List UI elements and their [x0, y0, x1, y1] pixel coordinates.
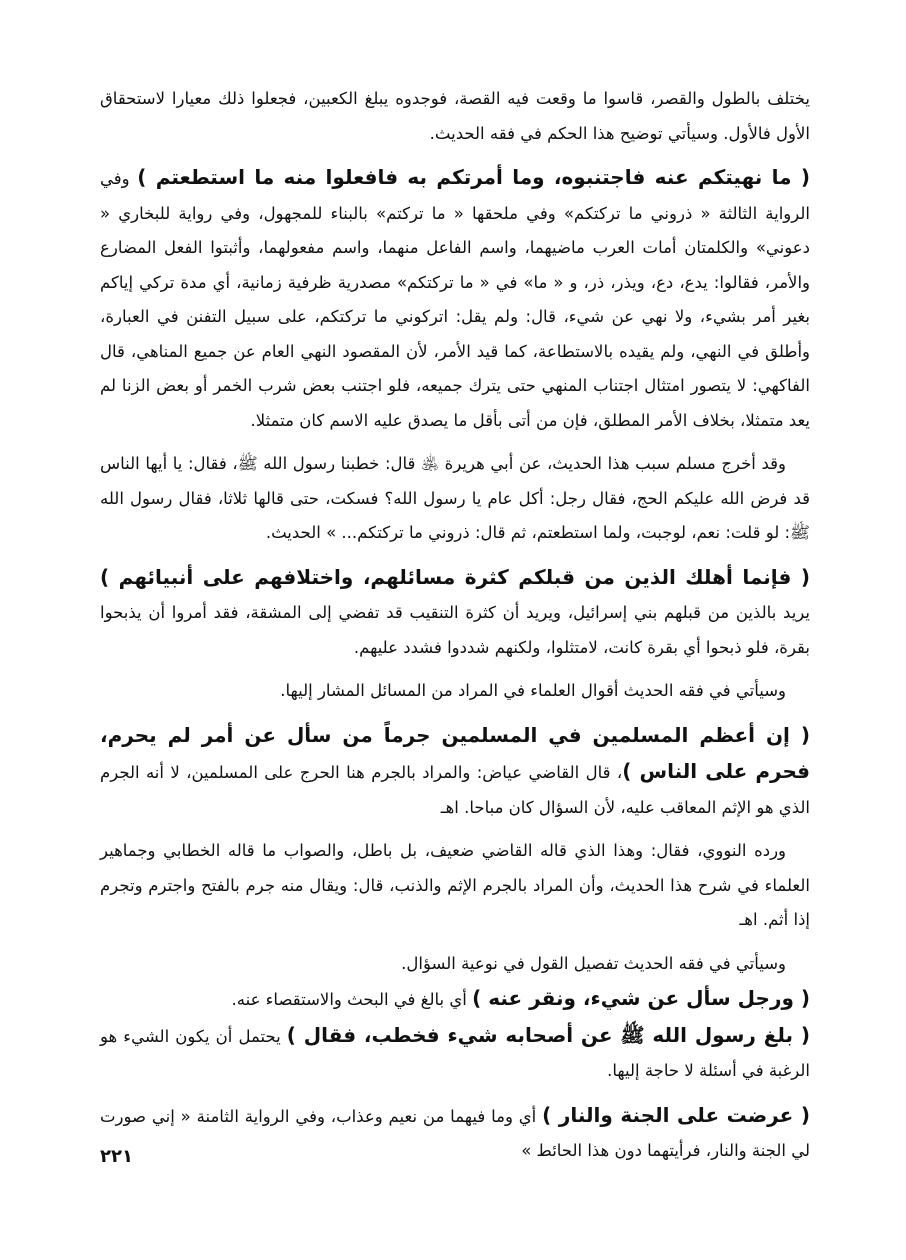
text-segment: أي بالغ في البحث والاستقصاء عنه. — [231, 990, 473, 1009]
text-segment: وقد أخرج مسلم سبب هذا الحديث، عن أبي هريرة ﵁ قال: خطبنا رسول الله ﷺ، فقال: يا أيها الناس قد فرض الله عليكم الحج، فقال رجل: أكل عام يا رسول الله؟ فسكت، حتى قالها ثلاثا، فقال رسول الله ﷺ: لو قلت: نعم، لوجبت، ولما استطعتم، ثم قال: ذروني ما تركتكم... » الحديث. — [100, 454, 810, 542]
hadith-quote: ( ورجل سأل عن شيء، ونقر عنه ) — [472, 986, 810, 1010]
hadith-quote: ( فإنما أهلك الذين من قبلكم كثرة مسائلهم، واختلافهم على أنبيائهم ) — [100, 564, 810, 589]
text-segment: وسيأتي في فقه الحديث تفصيل القول في نوعية السؤال. — [401, 953, 786, 973]
hadith-quote: ( عرضت على الجنة والنار ) — [542, 1102, 810, 1127]
paragraph-3 — [100, 447, 810, 551]
paragraph-9 — [100, 981, 810, 1018]
page-number: ٢٢١ — [100, 1146, 133, 1167]
text-segment: ورده النووي، فقال: وهذا الذي قاله القاضي ضعيف، بل باطل، والصواب ما قاله الخطابي وجماهير العلماء في شرح هذا الحديث، وأن المراد بالجرم الإثم والذنب، قال: ويقال منه جرم بالفتح واجترم وتجرم إذا أثم. اهـ — [100, 841, 810, 929]
text-segment: وسيأتي في فقه الحديث أقوال العلماء في المراد من المسائل المشار إليها. — [280, 681, 786, 700]
text-segment: يحتمل أن يكون الشيء هو الرغبة في أسئلة لا حاجة إليها. — [100, 1026, 810, 1080]
hadith-quote: ( بلغ رسول الله ﷺ عن أصحابه شيء فخطب، فقال ) — [286, 1022, 810, 1047]
paragraph-11 — [100, 1098, 810, 1169]
paragraph-5 — [100, 674, 810, 709]
paragraph-1 — [100, 82, 810, 151]
paragraph-8 — [100, 947, 810, 982]
text-segment: يختلف بالطول والقصر، قاسوا ما وقعت فيه القصة، فوجدوه يبلغ الكعبين، فجعلوا ذلك معيارا لاستحقاق الأول فالأول. وسيأتي توضيح هذا الحكم في فقه الحديث. — [100, 89, 810, 143]
document-page — [100, 82, 810, 1169]
text-segment: يريد بالذين من قبلهم بني إسرائيل، ويريد أن كثرة التنقيب قد تفضي إلى المشقة، فقد أمروا أن يذبحوا بقرة، فلو ذبحوا أي بقرة كانت، لامتثلوا، ولكنهم شددوا فشدد عليهم. — [100, 603, 810, 657]
paragraph-7 — [100, 834, 810, 938]
paragraph-6 — [100, 718, 810, 826]
hadith-quote: ( إن أعظم المسلمين في المسلمين جرماً من سأل عن أمر لم يحرم، فحرم على الناس ) — [100, 722, 810, 783]
hadith-quote: ( ما نهيتكم عنه فاجتنبوه، وما أمرتكم به فافعلوا منه ما استطعتم ) — [137, 165, 810, 189]
text-segment: أي وما فيهما من نعيم وعذاب، وفي الرواية الثامنة « إني صورت لي الجنة والنار، فرأيتهما دون هذا الحائط » — [100, 1106, 810, 1160]
text-segment: ، قال القاضي عياض: والمراد بالجرم هنا الحرج على المسلمين، لا أنه الجرم الذي هو الإثم المعاقب عليه، لأن السؤال كان مباحا. اهـ — [100, 763, 810, 817]
text-segment: وفي الرواية الثالثة « ذروني ما تركتكم» وفي ملحقها « ما تركتم» بالبناء للمجهول، وفي رواية للبخاري « دعوني» والكلمتان أمات العرب ماضيهما، واسم الفاعل منهما، واسم مفعولهما، وأثبتوا الفعل المضارع والأمر، فقالوا: يدع، دع، ويذر، ذر، و « ما» في « ما تركتكم» مصدرية ظرفية زمانية، أي مدة تركي إياكم بغير أمر بشيء، ولا نهي عن شيء، قال: ولم يقل: اتركوني ما تركتكم، على سبيل التفنن في العبارة، وأطلق في النهي، ولم يقيده بالاستطاعة، كما قيد الأمر، لأن المقصود النهي العام عن جميع المناهي، قال الفاكهي: لا يتصور امتثال اجتناب المنهي حتى يترك جميعه، فلو اجتنب بعض شرب الخمر أو بعض الزنا لم يعد متمثلا، بخلاف الأمر المطلق، فإن من أتى بأقل ما يصدق عليه الاسم كان متمثلا. — [100, 169, 810, 430]
paragraph-2 — [100, 160, 810, 438]
paragraph-10 — [100, 1018, 810, 1089]
paragraph-4 — [100, 560, 810, 666]
